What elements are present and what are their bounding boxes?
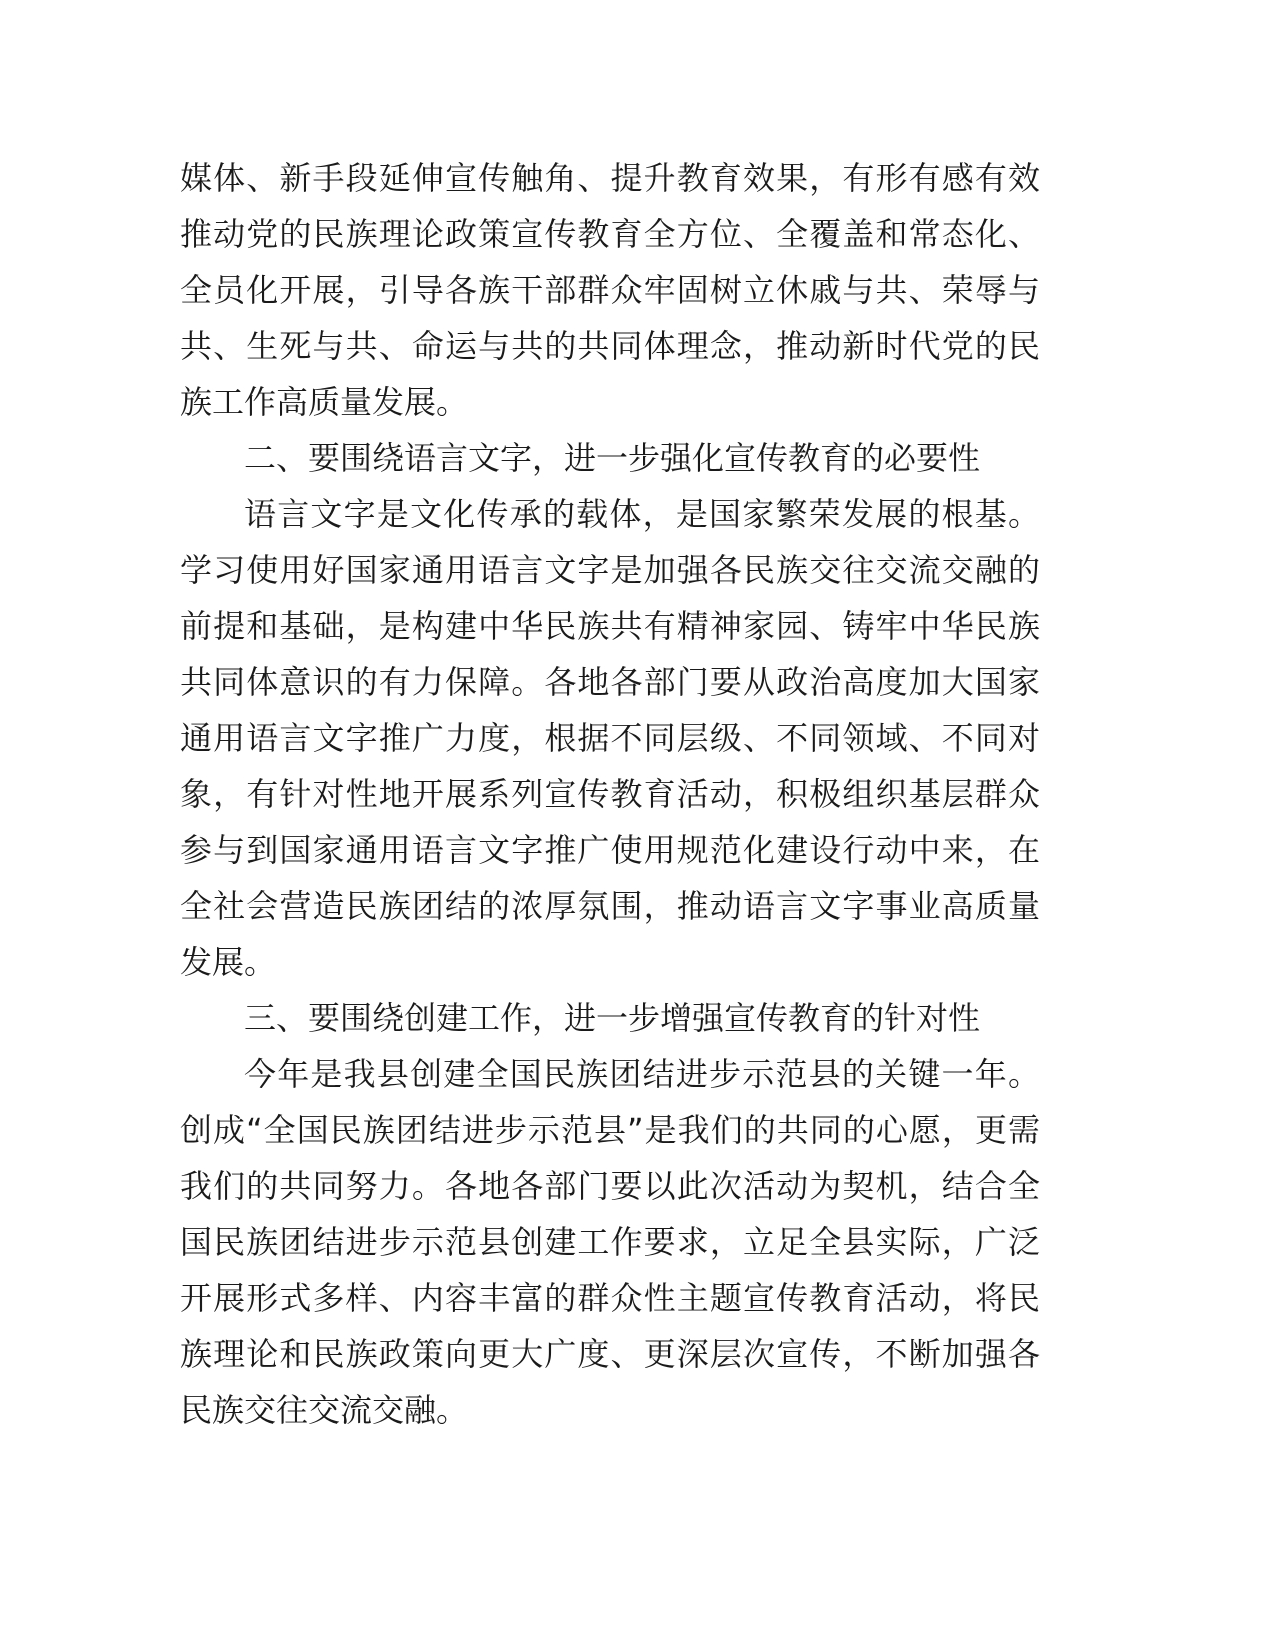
paragraph-language: 语言文字是文化传承的载体，是国家繁荣发展的根基。学习使用好国家通用语言文字是加强各民族交往交流交融的前提和基础，是构建中华民族共有精神家园、铸牢中华民族共同体意识的有力保障。各地各部门要从政治高度加大国家通用语言文字推广力度，根据不同层级、不同领域、不同对象，有针对性地开展系列宣传教育活动，积极组织基层群众参与到国家通用语言文字推广使用规范化建设行动中来，在全社会营造民族团结的浓厚氛围，推动语言文字事业高质量发展。 xyxy=(180,495,1040,981)
section-heading-2: 二、要围绕语言文字，进一步强化宣传教育的必要性 xyxy=(244,439,981,477)
document-body xyxy=(180,150,1040,1438)
paragraph-continuation: 媒体、新手段延伸宣传触角、提升教育效果，有形有感有效推动党的民族理论政策宣传教育全方位、全覆盖和常态化、全员化开展，引导各族干部群众牢固树立休戚与共、荣辱与共、生死与共、命运与共的共同体理念，推动新时代党的民族工作高质量发展。 xyxy=(180,159,1040,421)
section-heading-3: 三、要围绕创建工作，进一步增强宣传教育的针对性 xyxy=(244,999,981,1037)
paragraph-creation-work: 今年是我县创建全国民族团结进步示范县的关键一年。创成“全国民族团结进步示范县”是我们的共同的心愿，更需我们的共同努力。各地各部门要以此次活动为契机，结合全国民族团结进步示范县创建工作要求，立足全县实际，广泛开展形式多样、内容丰富的群众性主题宣传教育活动，将民族理论和民族政策向更大广度、更深层次宣传，不断加强各民族交往交流交融。 xyxy=(180,1055,1040,1429)
